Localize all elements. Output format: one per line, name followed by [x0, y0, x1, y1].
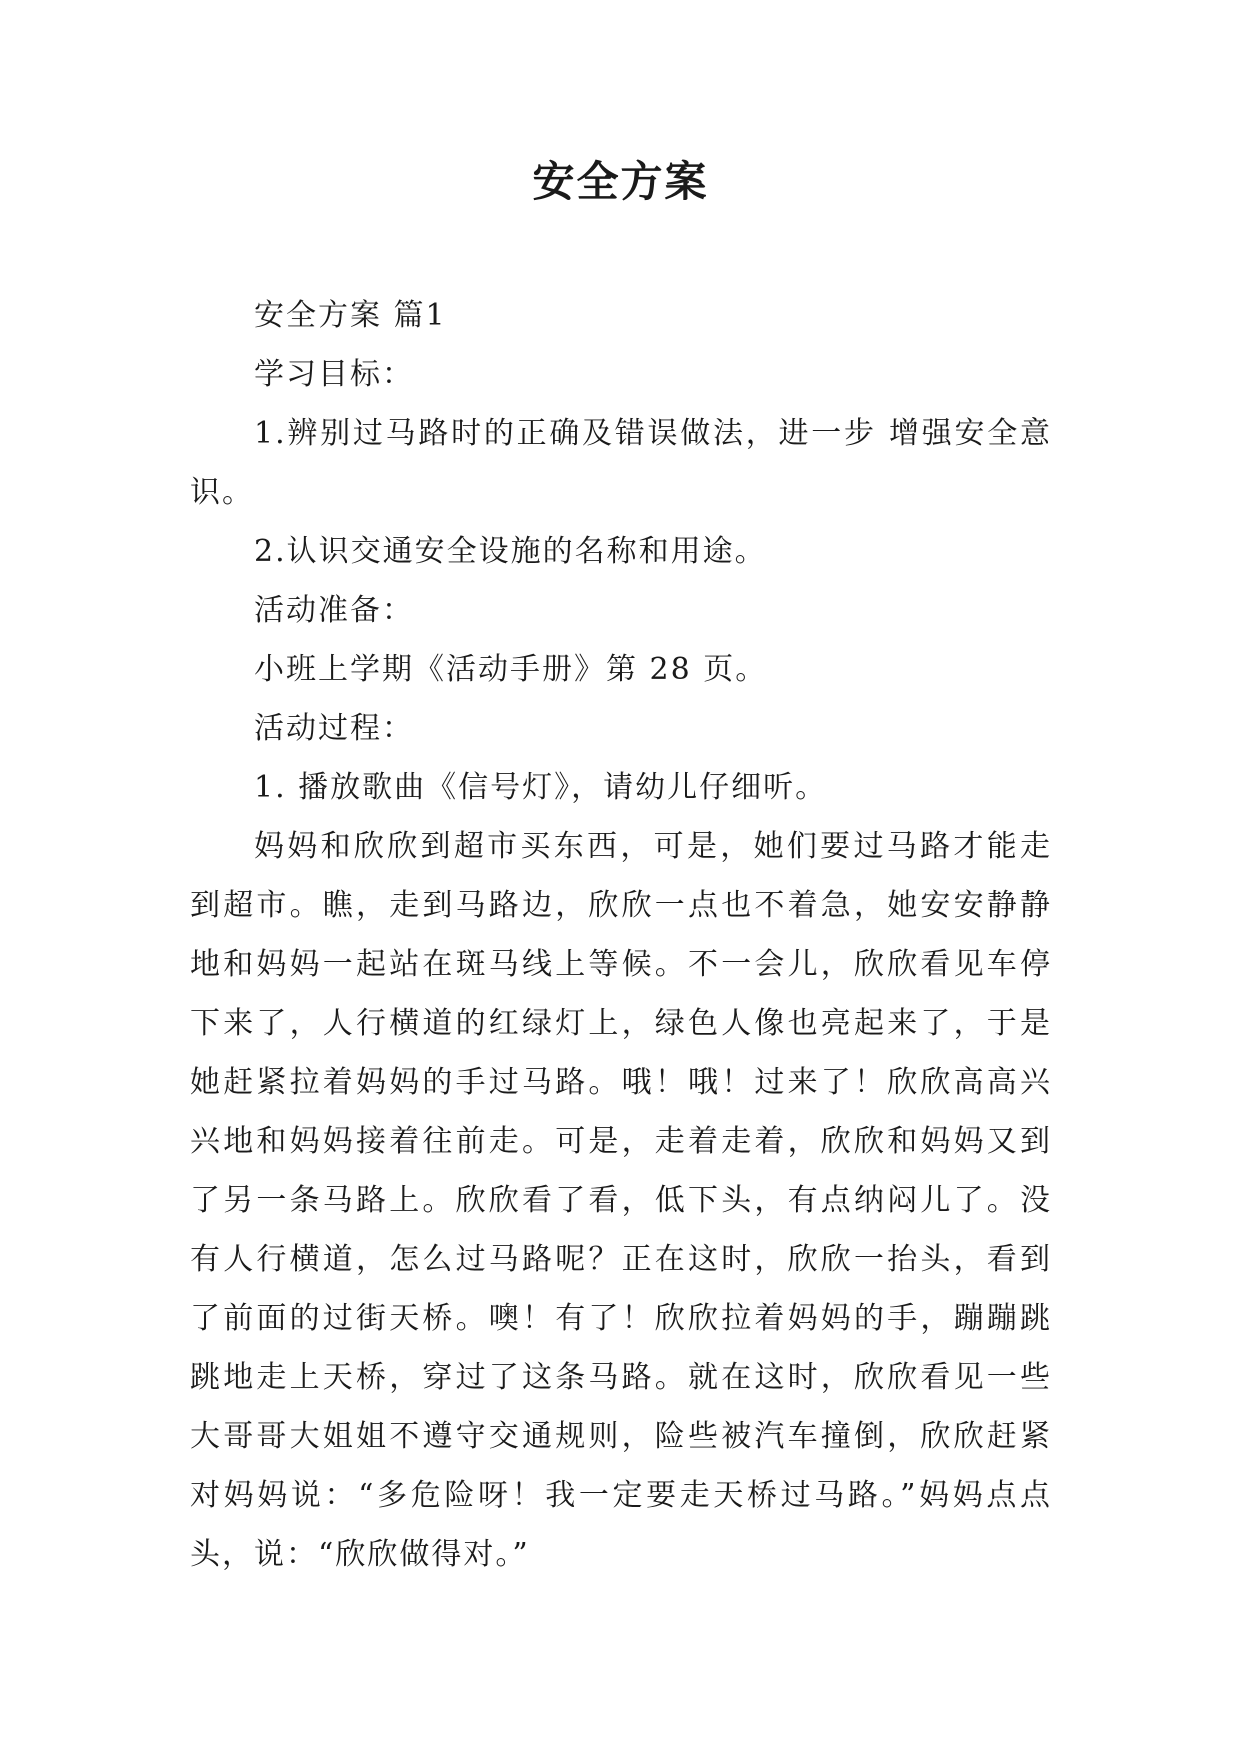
paragraph-process-label: 活动过程： [254, 711, 414, 746]
paragraph-step-1: 1. 播放歌曲《信号灯》，请幼儿仔细听。 [254, 770, 828, 805]
paragraph-preparation-label: 活动准备： [254, 593, 414, 628]
paragraph-learning-goals-label: 学习目标： [254, 357, 414, 392]
paragraph-preparation: 小班上学期《活动手册》第 28 页。 [254, 652, 768, 687]
paragraph-goal-1: 1.辨别过马路时的正确及错误做法，进一步 增强安全意识。 [190, 416, 1052, 510]
paragraph-goal-2: 2.认识交通安全设施的名称和用途。 [254, 534, 767, 569]
document-body [190, 286, 1052, 1584]
document-title: 安全方案 [532, 157, 709, 206]
paragraph-story: 妈妈和欣欣到超市买东西，可是，她们要过马路才能走到超市。瞧，走到马路边，欣欣一点也不着急，她安安静静地和妈妈一起站在斑马线上等候。不一会儿，欣欣看见车停下来了，人行横道的红绿灯上，绿色人像也亮起来了，于是她赶紧拉着妈妈的手过马路。哦！哦！过来了！欣欣高高兴兴地和妈妈接着往前走。可是，走着走着，欣欣和妈妈又到了另一条马路上。欣欣看了看，低下头，有点纳闷儿了。没有人行横道，怎么过马路呢？正在这时，欣欣一抬头，看到了前面的过街天桥。噢！有了！欣欣拉着妈妈的手，蹦蹦跳跳地走上天桥，穿过了这条马路。就在这时，欣欣看见一些大哥哥大姐姐不遵守交通规则，险些被汽车撞倒，欣欣赶紧对妈妈说：“多危险呀！我一定要走天桥过马路。”妈妈点点头，说：“欣欣做得对。” [190, 829, 1052, 1572]
section-heading: 安全方案 篇1 [254, 298, 447, 333]
